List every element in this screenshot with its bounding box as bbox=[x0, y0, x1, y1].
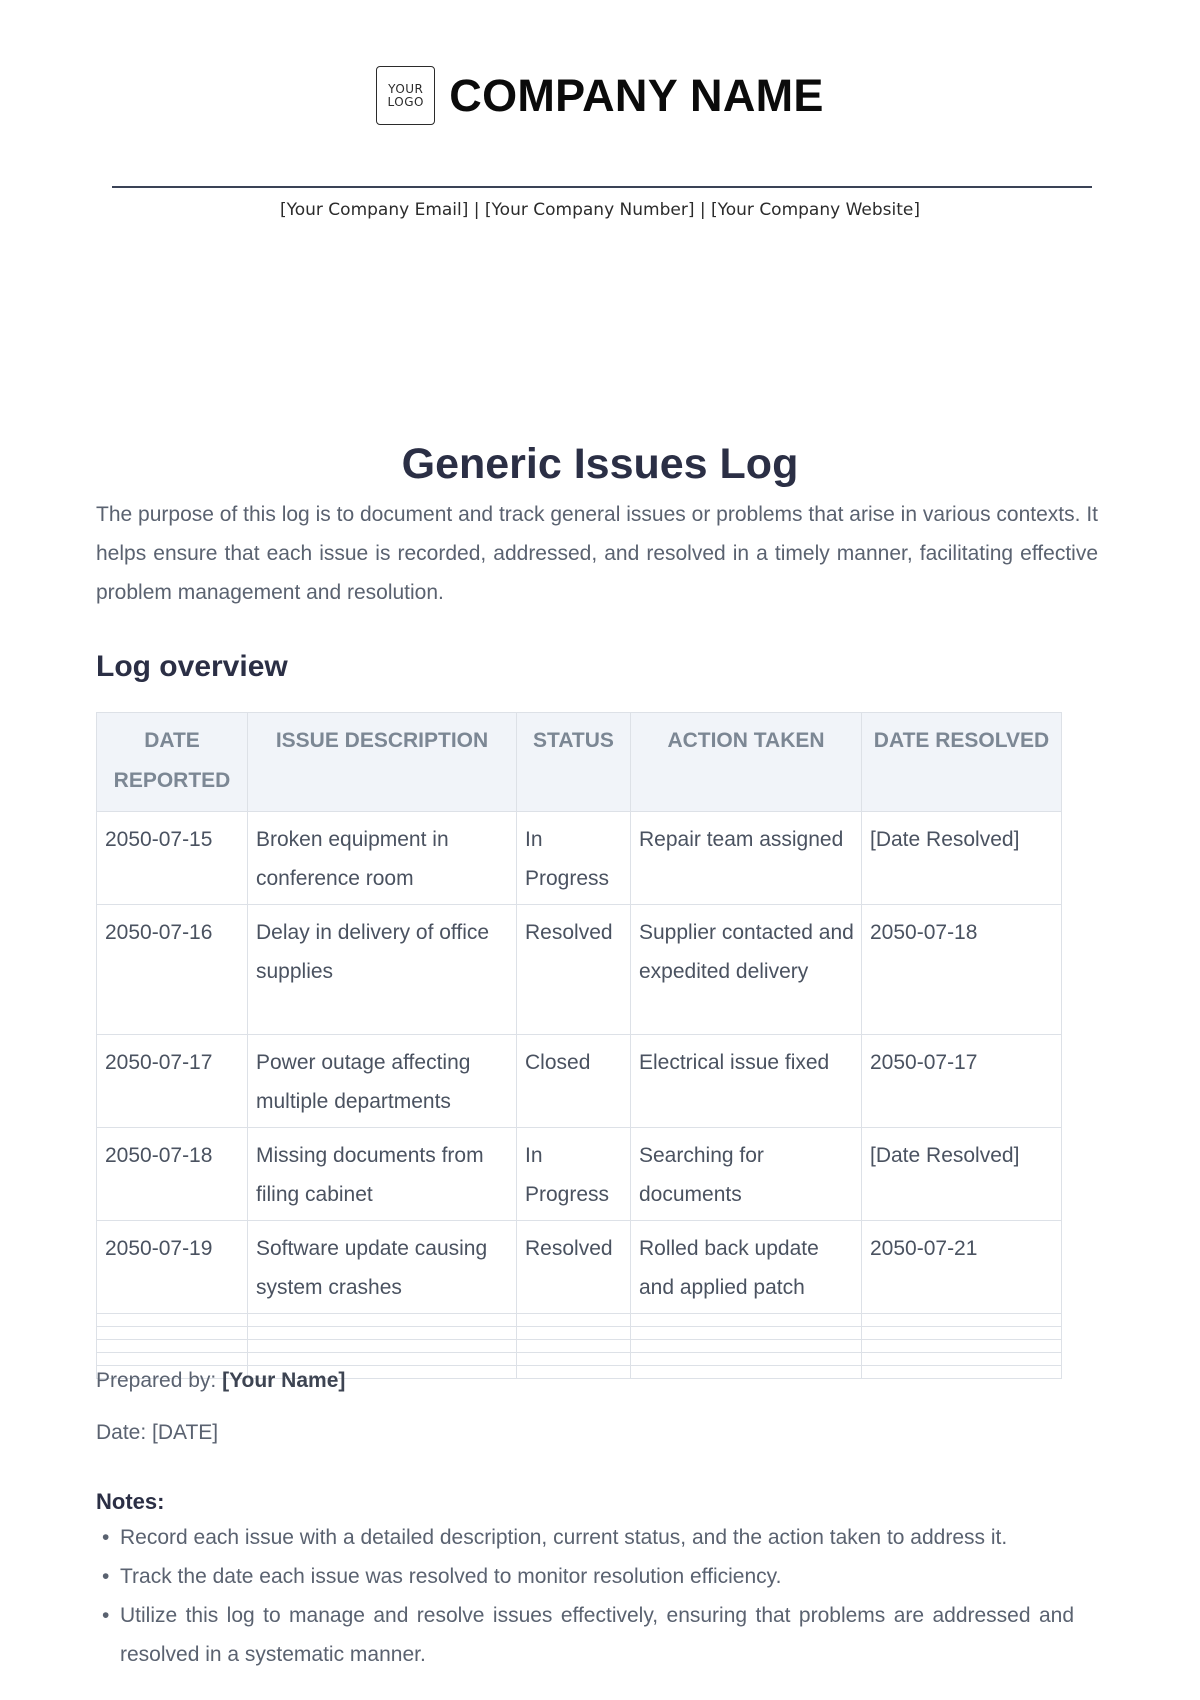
table-row bbox=[97, 1035, 1062, 1128]
table-row bbox=[97, 905, 1062, 1035]
cell-date-resolved: 2050-07-17 bbox=[862, 1035, 1062, 1128]
cell-issue-description: Broken equipment in conference room bbox=[248, 812, 517, 905]
cell-issue-description: Power outage affecting multiple departments bbox=[248, 1035, 517, 1128]
prepared-by-label: Prepared by: bbox=[96, 1369, 223, 1392]
notes-list bbox=[96, 1518, 1074, 1674]
table-row-empty bbox=[97, 1353, 1062, 1366]
column-header-date-reported: DATE REPORTED bbox=[97, 713, 248, 812]
cell-action-taken: Electrical issue fixed bbox=[631, 1035, 862, 1128]
company-name: COMPANY NAME bbox=[449, 69, 824, 121]
cell-issue-description: Delay in delivery of office supplies bbox=[248, 905, 517, 1035]
notes-heading: Notes: bbox=[96, 1489, 165, 1514]
intro-paragraph: The purpose of this log is to document and track general issues or problems that arise in various contexts. It helps ensure that each issue is recorded, addressed, and resolved in a timely manner, facilitating effective problem management and resolution. bbox=[96, 503, 1098, 604]
note-text: Track the date each issue was resolved to monitor resolution efficiency. bbox=[120, 1565, 782, 1588]
document-header bbox=[0, 66, 1200, 125]
column-header-action-taken: ACTION TAKEN bbox=[631, 713, 862, 812]
date-line: Date: [DATE] bbox=[96, 1421, 219, 1444]
bullet-icon: • bbox=[102, 1565, 110, 1588]
cell-status: In Progress bbox=[517, 1128, 631, 1221]
issues-log-table bbox=[96, 712, 1062, 1379]
bullet-icon: • bbox=[102, 1604, 110, 1627]
column-header-status: STATUS bbox=[517, 713, 631, 812]
cell-action-taken: Repair team assigned bbox=[631, 812, 862, 905]
list-item bbox=[96, 1596, 1074, 1674]
cell-date-reported: 2050-07-17 bbox=[97, 1035, 248, 1128]
cell-date-resolved: 2050-07-18 bbox=[862, 905, 1062, 1035]
document-title: Generic Issues Log bbox=[401, 440, 799, 488]
table-row-empty bbox=[97, 1314, 1062, 1327]
prepared-by-line bbox=[96, 1369, 345, 1393]
column-header-date-resolved: DATE RESOLVED bbox=[862, 713, 1062, 812]
cell-action-taken: Searching for documents bbox=[631, 1128, 862, 1221]
cell-date-reported: 2050-07-16 bbox=[97, 905, 248, 1035]
list-item bbox=[96, 1518, 1074, 1557]
cell-date-reported: 2050-07-15 bbox=[97, 812, 248, 905]
note-text: Utilize this log to manage and resolve issues effectively, ensuring that problems are addressed and resolved in a systematic manner. bbox=[120, 1604, 1074, 1666]
cell-action-taken: Supplier contacted and expedited delivery bbox=[631, 905, 862, 1035]
cell-status: In Progress bbox=[517, 812, 631, 905]
cell-status: Resolved bbox=[517, 905, 631, 1035]
section-heading-log-overview: Log overview bbox=[96, 650, 288, 683]
cell-date-resolved: [Date Resolved] bbox=[862, 812, 1062, 905]
cell-date-reported: 2050-07-19 bbox=[97, 1221, 248, 1314]
table-row bbox=[97, 1221, 1062, 1314]
bullet-icon: • bbox=[102, 1526, 110, 1549]
column-header-issue-description: ISSUE DESCRIPTION bbox=[248, 713, 517, 812]
table-row bbox=[97, 812, 1062, 905]
table-row-empty bbox=[97, 1340, 1062, 1353]
table-header-row bbox=[97, 713, 1062, 812]
cell-issue-description: Missing documents from filing cabinet bbox=[248, 1128, 517, 1221]
cell-date-reported: 2050-07-18 bbox=[97, 1128, 248, 1221]
table-row-empty bbox=[97, 1327, 1062, 1340]
company-logo bbox=[376, 66, 435, 125]
cell-action-taken: Rolled back update and applied patch bbox=[631, 1221, 862, 1314]
cell-status: Closed bbox=[517, 1035, 631, 1128]
logo-text-line2: LOGO bbox=[387, 94, 424, 109]
table-row bbox=[97, 1128, 1062, 1221]
header-divider bbox=[112, 186, 1092, 188]
cell-status: Resolved bbox=[517, 1221, 631, 1314]
cell-date-resolved: 2050-07-21 bbox=[862, 1221, 1062, 1314]
list-item bbox=[96, 1557, 1074, 1596]
prepared-by-name: [Your Name] bbox=[222, 1369, 346, 1392]
company-contact-line: [Your Company Email] | [Your Company Number] | [Your Company Website] bbox=[279, 200, 920, 220]
note-text: Record each issue with a detailed description, current status, and the action taken to address it. bbox=[120, 1526, 1008, 1549]
cell-issue-description: Software update causing system crashes bbox=[248, 1221, 517, 1314]
logo-text-line1: YOUR bbox=[388, 81, 424, 96]
cell-date-resolved: [Date Resolved] bbox=[862, 1128, 1062, 1221]
